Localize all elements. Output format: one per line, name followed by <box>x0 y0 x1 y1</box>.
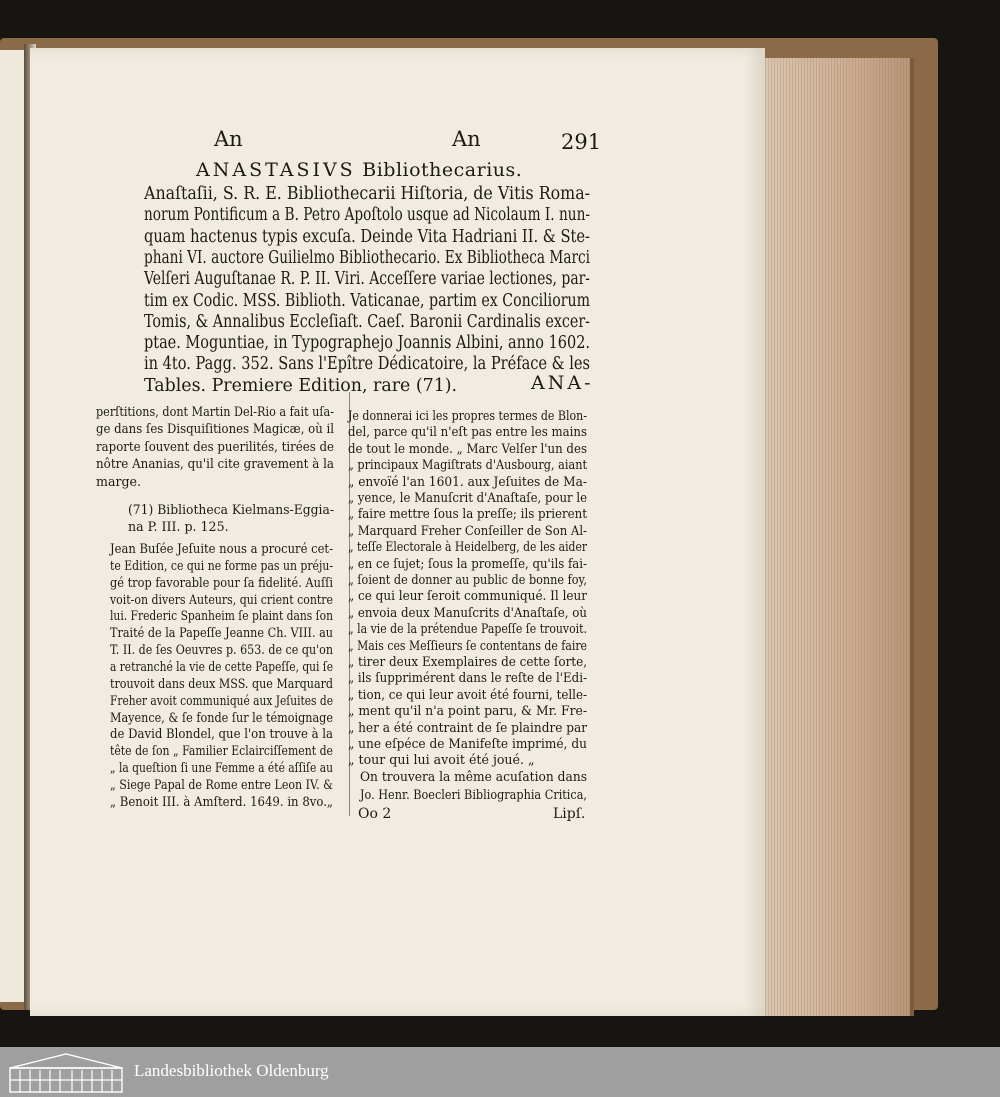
left-col-line: a retranché la vie de cette Papeſſe, qui ſe <box>110 658 333 674</box>
left-col-line: te Edition, ce qui ne forme pas un préju- <box>110 557 333 573</box>
entry-title-caps: ANASTASIVS <box>196 159 356 181</box>
left-col-line: lui. Frederic Spanheim ſe plaint dans ſon <box>110 608 333 624</box>
left-col-line: perſtitions, dont Martin Del-Rio a fait uſa- <box>96 404 334 419</box>
signature-mark: Oo 2 <box>358 806 392 822</box>
right-col-line: „ ils ſupprimérent dans le reſte de l'Edi- <box>348 670 587 686</box>
right-col-line: „ faire mettre ſous la preſſe; ils prierent <box>348 506 587 522</box>
left-page-edge <box>0 50 26 1002</box>
entry-title-rest: Bibliothecarius. <box>362 159 523 181</box>
entry-title <box>196 159 522 181</box>
right-col-line: „ tion, ce qui leur avoit été fourni, telle- <box>348 686 587 702</box>
right-col-line: „ principaux Magiſtrats d'Ausbourg, aiant <box>348 457 587 473</box>
footnote-line: na P. III. p. 125. <box>128 519 229 535</box>
left-col-line: gé trop favorable pour ſa fidelité. Auſſi <box>110 574 333 590</box>
library-building-icon <box>8 1050 124 1094</box>
right-col-line: „ tirer deux Exemplaires de cette ſorte, <box>348 654 587 669</box>
left-col-line: „ Benoit III. à Amſterd. 1649. in 8vo.„ <box>110 793 333 809</box>
left-col-line: T. II. de ſes Oeuvres p. 653. de ce qu'on <box>110 642 333 658</box>
left-col-line: trouvoit dans deux MSS. que Marquard <box>110 675 333 691</box>
right-col-line: „ envoia deux Manuſcrits d'Anaſtaſe, où <box>348 604 587 620</box>
page-number: 291 <box>561 130 602 154</box>
right-col-line: de tout le monde. „ Marc Velſer l'un des <box>348 440 587 456</box>
left-col-line: de David Blondel, que l'on trouve à la <box>110 726 333 742</box>
right-col-line: „ la vie de la prétendue Papeſſe ſe trouvoit. <box>348 621 587 637</box>
left-col-line: Freher avoit communiqué aux Jeſuites de <box>110 692 333 708</box>
entry-line: norum Pontificum a B. Petro Apoſtolo usque ad Nicolaum I. nun- <box>144 205 590 226</box>
entry-line: in 4to. Pagg. 352. Sans l'Epître Dédicatoire, la Préface & les <box>144 354 590 375</box>
left-col-line: „ Siege Papal de Rome entre Leon IV. & <box>110 776 333 792</box>
left-col-line: tête de ſon „ Familier Eclairciſſement de <box>110 743 333 759</box>
left-col-line: Jean Buſée Jeſuite nous a procuré cet- <box>110 541 333 556</box>
page-block-edges <box>765 58 914 1016</box>
entry-line: quam hactenus typis excuſa. Deinde Vita Hadriani II. & Ste- <box>144 226 590 247</box>
left-col-line: Traité de la Papeſſe Jeanne Ch. VIII. au <box>110 625 333 641</box>
right-col-line: „ tour qui lui avoit été joué. „ <box>348 752 535 768</box>
left-col-line: Mayence, & ſe fonde ſur le témoignage <box>110 709 333 725</box>
right-col-line: „ ce qui leur ſeroit communiqué. Il leur <box>348 588 587 604</box>
right-col-line: „ ſoient de donner au public de bonne foy, <box>348 572 587 587</box>
right-col-line: On trouvera la même acuſation dans <box>360 769 587 784</box>
right-col-line: „ en ce ſujet; ſous la promeſſe, qu'ils fai- <box>348 555 587 571</box>
right-col-line: „ Marquard Freher Conſeiller de Son Al- <box>348 522 587 538</box>
right-col-line: „ ment qu'il n'a point paru, & Mr. Fre- <box>348 703 587 719</box>
footnote-line: (71) Bibliotheca Kielmans-Eggia- <box>128 502 334 517</box>
entry-line: Tables. Premiere Edition, rare (71). <box>144 375 458 396</box>
right-col-line: „ her a été contraint de ſe plaindre par <box>348 719 587 735</box>
library-name: Landesbibliothek Oldenburg <box>134 1061 329 1080</box>
right-col-line: „ une eſpéce de Manifeſte imprimé, du <box>348 736 587 751</box>
left-col-line: raporte ſouvent des puerilités, tirées de <box>96 438 334 454</box>
left-col-line: nôtre Ananias, qu'il cite gravement à la <box>96 456 334 472</box>
right-col-line: „ envoïé l'an 1601. aux Jeſuites de Ma- <box>348 473 587 489</box>
left-col-line: voit-on divers Auteurs, qui crient contre <box>110 591 333 607</box>
catchword-bottom: Lipſ. <box>553 806 586 822</box>
right-col-line: del, parce qu'il n'eſt pas entre les mains <box>348 424 587 440</box>
entry-line: Anaſtaſii, S. R. E. Bibliothecarii Hiſtoria, de Vitis Roma- <box>144 184 590 204</box>
entry-line: Velſeri Auguſtanae R. P. II. Viri. Acceſſere variae lectiones, par- <box>144 269 590 290</box>
left-col-line: marge. <box>96 473 141 489</box>
right-col-line: „ teſſe Electorale à Heidelberg, de les aider <box>348 539 587 555</box>
entry-line: tim ex Codic. MSS. Biblioth. Vaticanae, partim ex Conciliorum <box>144 290 590 311</box>
left-col-line: ge dans ſes Disquiſitiones Magicæ, où il <box>96 421 334 437</box>
right-col-line: „ Mais ces Meſſieurs ſe contentans de faire <box>348 637 587 653</box>
running-head-center: An <box>452 127 481 151</box>
left-col-line: „ la queſtion ſi une Femme a été aſſiſe au <box>110 760 333 776</box>
right-col-line: Je donnerai ici les propres termes de Blon- <box>348 408 587 423</box>
entry-line: ptae. Moguntiae, in Typographejo Joannis Albini, anno 1602. <box>144 333 590 354</box>
entry-line: phani VI. auctore Guilielmo Bibliothecario. Ex Bibliotheca Marci <box>144 247 590 268</box>
right-col-line: „ yence, le Manuſcrit d'Anaſtaſe, pour le <box>348 490 587 505</box>
running-head-left: An <box>214 127 243 151</box>
entry-line: Tomis, & Annalibus Eccleſiaſt. Caeſ. Baronii Cardinalis excer- <box>144 311 590 332</box>
catchword-top: ANA- <box>531 372 594 394</box>
right-col-line: Jo. Henr. Boecleri Bibliographia Critica, <box>360 786 587 802</box>
